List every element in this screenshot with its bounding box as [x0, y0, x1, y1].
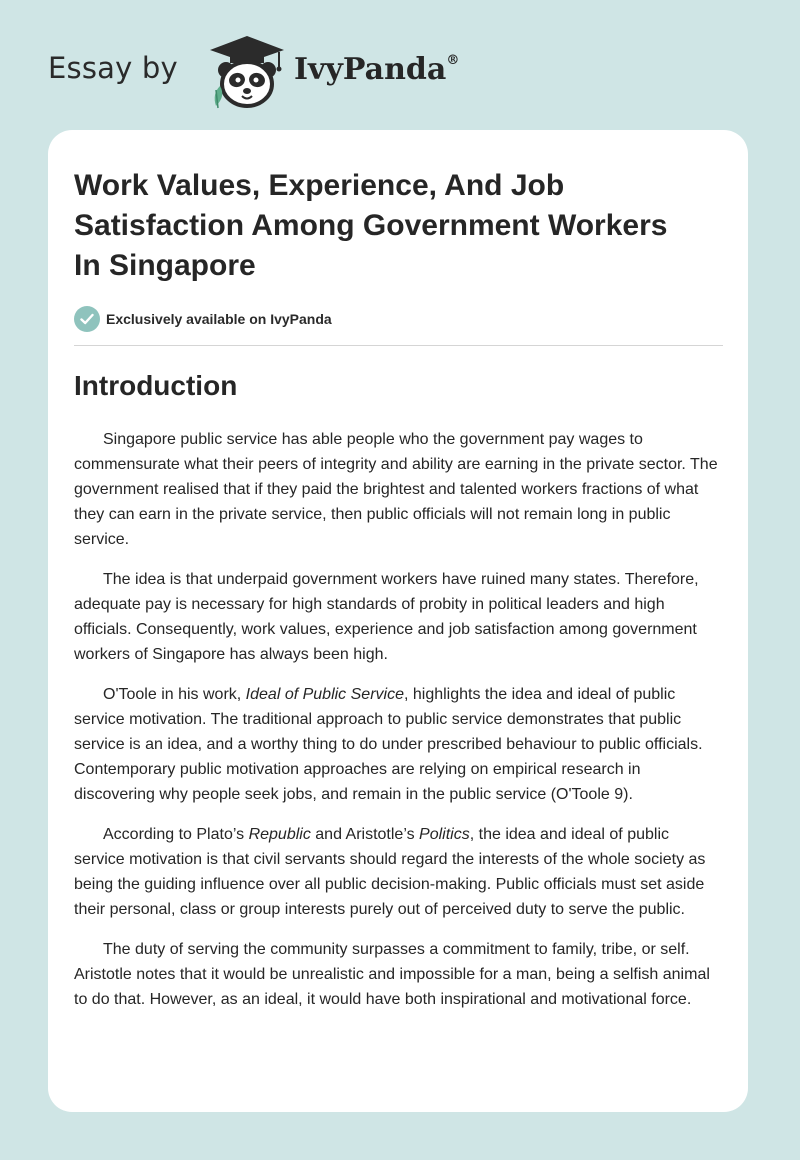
exclusive-badge	[74, 306, 332, 332]
paragraph-text: O'Toole in his work,	[103, 686, 246, 703]
check-icon	[74, 306, 100, 332]
paragraph	[74, 822, 724, 922]
section-heading: Introduction	[74, 370, 238, 401]
paragraph	[74, 682, 724, 807]
essay-by-label: Essay by	[48, 51, 178, 85]
paragraph: Singapore public service has able people who the government pay wages to commensurate what their peers of integrity and ability are earning in the private sector. The government realised that if they paid the brightest and talented workers fractions of what they can earn in the private service, then public officials will not remain long in public service.	[74, 431, 718, 548]
site-header	[48, 34, 608, 114]
paragraph: The duty of serving the community surpasses a commitment to family, tribe, or self. Aristotle notes that it would be unrealistic and impossible for a man, being a selfish animal to do that. However, as an ideal, it would have both inspirational and motivational force.	[74, 941, 710, 1008]
paragraph-text: According to Plato’s	[103, 826, 249, 843]
exclusive-label: Exclusively available on IvyPanda	[106, 311, 332, 327]
book-title: Republic	[248, 826, 311, 843]
panda-logo-icon	[202, 34, 292, 110]
book-title: Ideal of Public Service	[245, 686, 404, 703]
paragraph-text: and Aristotle’s	[310, 826, 420, 843]
book-title: Politics	[419, 826, 470, 843]
essay-body	[74, 427, 724, 1027]
paragraph-text: , the idea and ideal of public service motivation is that civil servants should regard the interests of the whole society as being the guiding influence over all public decision-making. Public officials must set aside their personal, class or group interests purely out of perceived duty to serve the public.	[74, 826, 706, 918]
paragraph: The idea is that underpaid government workers have ruined many states. Therefore, adequate pay is necessary for high standards of probity in political leaders and high officials. Consequently, work values, experience and job satisfaction among government workers of Singapore has always been high.	[74, 571, 699, 663]
brand-name: IvyPanda®	[294, 52, 460, 87]
essay-title: Work Values, Experience, And Job Satisfaction Among Government Workers In Singapore	[74, 169, 668, 282]
paragraph-text: , highlights the idea and ideal of public service motivation. The traditional approach to public service demonstrates that public service is an idea, and a worthy thing to do under prescribed behaviour to public officials. Contemporary public motivation approaches are relying on empirical research in discovering why people seek jobs, and remain in the public service (O'Toole 9).	[74, 686, 703, 803]
essay-card	[48, 130, 748, 1112]
divider	[74, 345, 723, 346]
leaf-icon	[215, 86, 223, 108]
